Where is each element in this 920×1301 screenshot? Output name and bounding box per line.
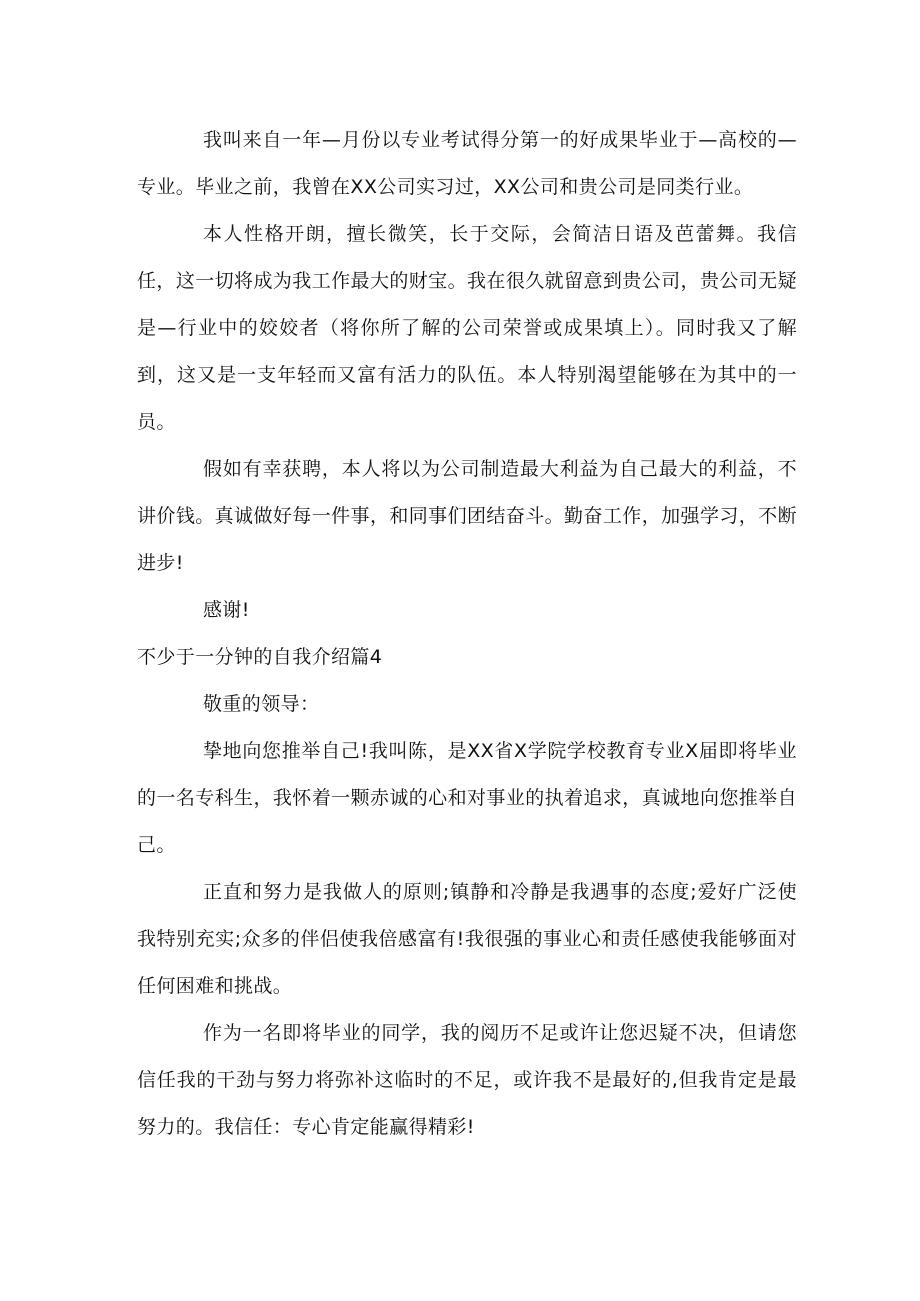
paragraph-thanks: 感谢! [203,599,250,621]
paragraph-salutation: 敬重的领导： [203,693,320,715]
paragraph-graduation-intro: 我叫来自一年—月份以专业考试得分第一的好成果毕业于—高校的—专业。毕业之前，我曾在XX公司实习过，XX公司和贵公司是同类行业。 [137,129,797,198]
paragraph-personality: 本人性格开朗，擅长微笑，长于交际，会简洁日语及芭蕾舞。我信任，这一切将成为我工作最大的财宝。我在很久就留意到贵公司，贵公司无疑是—行业中的姣姣者（将你所了解的公司荣誉或成果填上）。同时我又了解到，这又是一支年轻而又富有活力的队伍。本人特别渴望能够在为其中的一员。 [137,223,797,433]
document-body [137,117,797,1151]
section-heading: 不少于一分钟的自我介绍篇4 [137,646,383,668]
paragraph-closing: 作为一名即将毕业的同学，我的阅历不足或许让您迟疑不决，但请您信任我的干劲与努力将弥补这临时的不足，或许我不是最好的,但我肯定是最努力的。我信任：专心肯定能赢得精彩! [137,1022,797,1138]
paragraph-principles: 正直和努力是我做人的原则;镇静和冷静是我遇事的态度;爱好广泛使我特别充实;众多的伴侣使我倍感富有!我很强的事业心和责任感使我能够面对任何困难和挑战。 [137,881,797,997]
paragraph-self-recommendation: 挚地向您推举自己!我叫陈，是XX省X学院学校教育专业X届即将毕业的一名专科生，我怀着一颗赤诚的心和对事业的执着追求，真诚地向您推举自己。 [137,740,797,856]
paragraph-commitment: 假如有幸获聘，本人将以为公司制造最大利益为自己最大的利益，不讲价钱。真诚做好每一件事，和同事们团结奋斗。勤奋工作，加强学习，不断进步! [137,458,797,574]
